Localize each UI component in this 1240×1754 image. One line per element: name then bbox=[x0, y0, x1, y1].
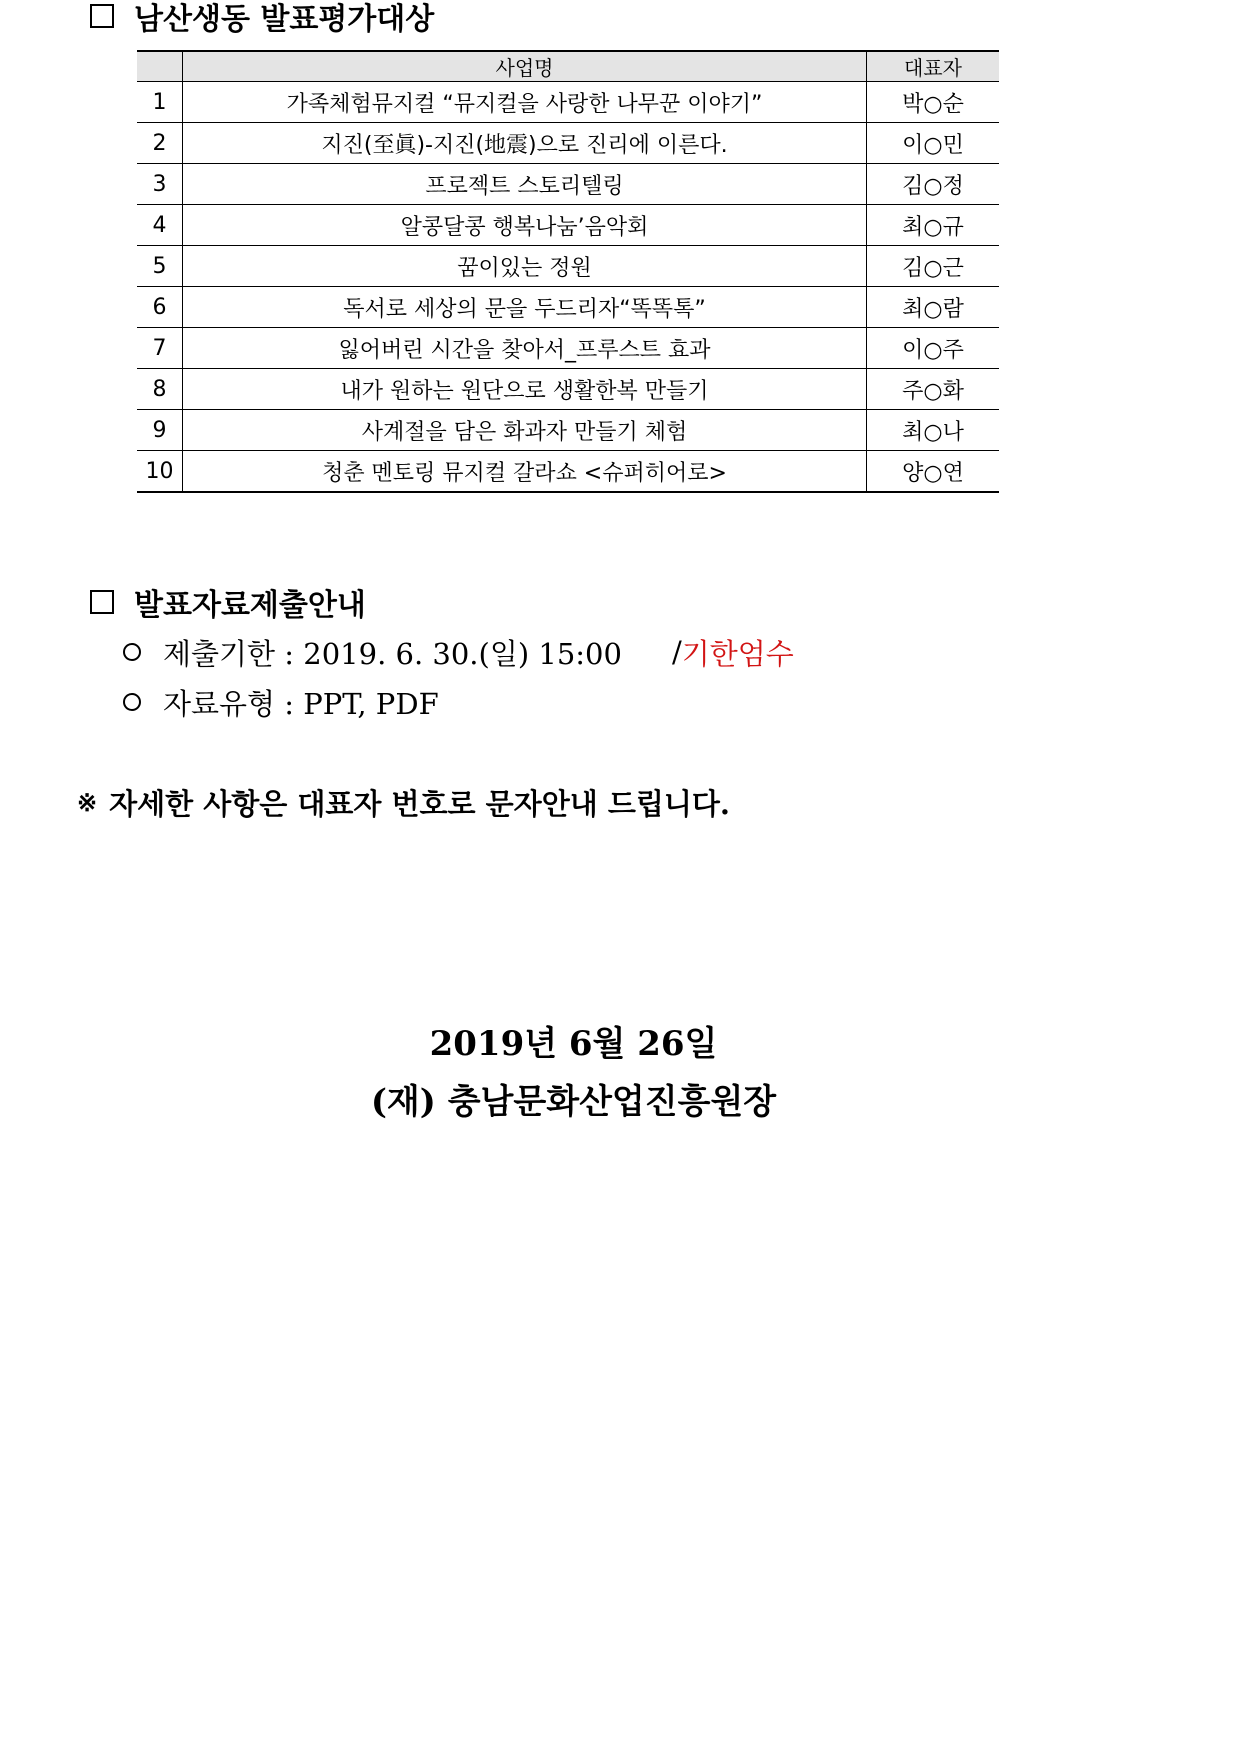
row-representative: 최○규 bbox=[867, 205, 1000, 246]
table-row bbox=[137, 246, 999, 287]
circle-bullet-icon bbox=[123, 693, 141, 711]
row-project-name: 꿈이있는 정원 bbox=[183, 246, 867, 287]
format-label: 자료유형 : PPT, PDF bbox=[163, 686, 439, 721]
table-row bbox=[137, 328, 999, 369]
header-representative: 대표자 bbox=[867, 51, 1000, 82]
row-project-name: 사계절을 담은 화과자 만들기 체험 bbox=[183, 410, 867, 451]
issuing-organization: (재) 충남문화산업진흥원장 bbox=[370, 1082, 777, 1122]
row-representative: 주○화 bbox=[867, 369, 1000, 410]
reference-mark-icon: ※ bbox=[77, 787, 98, 817]
table-row bbox=[137, 205, 999, 246]
row-number: 2 bbox=[137, 123, 183, 164]
row-number: 3 bbox=[137, 164, 183, 205]
row-representative: 김○정 bbox=[867, 164, 1000, 205]
checkbox-square-icon bbox=[90, 4, 114, 28]
section-heading-submission-guide bbox=[90, 584, 366, 623]
row-project-name: 지진(至眞)-지진(地震)으로 진리에 이른다. bbox=[183, 123, 867, 164]
row-representative: 박○순 bbox=[867, 82, 1000, 123]
table-row bbox=[137, 369, 999, 410]
table-header-row bbox=[137, 51, 999, 82]
checkbox-square-icon bbox=[90, 590, 114, 614]
table-row bbox=[137, 82, 999, 123]
table-row bbox=[137, 287, 999, 328]
deadline-slash: / bbox=[671, 635, 682, 669]
section-title: 발표자료제출안내 bbox=[134, 588, 366, 623]
project-table-body bbox=[137, 82, 999, 493]
row-number: 1 bbox=[137, 82, 183, 123]
row-project-name: 프로젝트 스토리텔링 bbox=[183, 164, 867, 205]
row-project-name: 청춘 멘토링 뮤지컬 갈라쇼 <슈퍼히어로> bbox=[183, 451, 867, 493]
row-project-name: 내가 원하는 원단으로 생활한복 만들기 bbox=[183, 369, 867, 410]
row-project-name: 잃어버린 시간을 찾아서_프루스트 효과 bbox=[183, 328, 867, 369]
circle-bullet-icon bbox=[123, 643, 141, 661]
issue-date: 2019년 6월 26일 bbox=[429, 1024, 718, 1064]
row-representative: 김○근 bbox=[867, 246, 1000, 287]
table-row bbox=[137, 451, 999, 493]
header-project-name: 사업명 bbox=[183, 51, 867, 82]
row-representative: 이○주 bbox=[867, 328, 1000, 369]
row-representative: 최○람 bbox=[867, 287, 1000, 328]
project-table bbox=[137, 50, 999, 493]
row-number: 6 bbox=[137, 287, 183, 328]
row-number: 9 bbox=[137, 410, 183, 451]
row-representative: 이○민 bbox=[867, 123, 1000, 164]
notice-line bbox=[77, 782, 730, 822]
section-heading-evaluation-targets bbox=[90, 0, 435, 37]
row-number: 10 bbox=[137, 451, 183, 493]
deadline-label: 제출기한 : 2019. 6. 30.(일) 15:00 bbox=[163, 636, 622, 671]
header-no bbox=[137, 51, 183, 82]
table-row bbox=[137, 410, 999, 451]
row-project-name: 알콩달콩 행복나눔’음악회 bbox=[183, 205, 867, 246]
row-number: 8 bbox=[137, 369, 183, 410]
deadline-emphasis: 기한엄수 bbox=[681, 636, 794, 671]
notice-text: 자세한 사항은 대표자 번호로 문자안내 드립니다. bbox=[109, 786, 730, 821]
table-row bbox=[137, 123, 999, 164]
row-representative: 양○연 bbox=[867, 451, 1000, 493]
format-line bbox=[123, 682, 439, 722]
table-row bbox=[137, 164, 999, 205]
deadline-line bbox=[123, 632, 794, 672]
row-project-name: 독서로 세상의 문을 두드리자“똑똑톡” bbox=[183, 287, 867, 328]
row-number: 4 bbox=[137, 205, 183, 246]
row-number: 7 bbox=[137, 328, 183, 369]
row-project-name: 가족체험뮤지컬 “뮤지컬을 사랑한 나무꾼 이야기” bbox=[183, 82, 867, 123]
section-title: 남산생동 발표평가대상 bbox=[134, 2, 435, 37]
row-number: 5 bbox=[137, 246, 183, 287]
row-representative: 최○나 bbox=[867, 410, 1000, 451]
